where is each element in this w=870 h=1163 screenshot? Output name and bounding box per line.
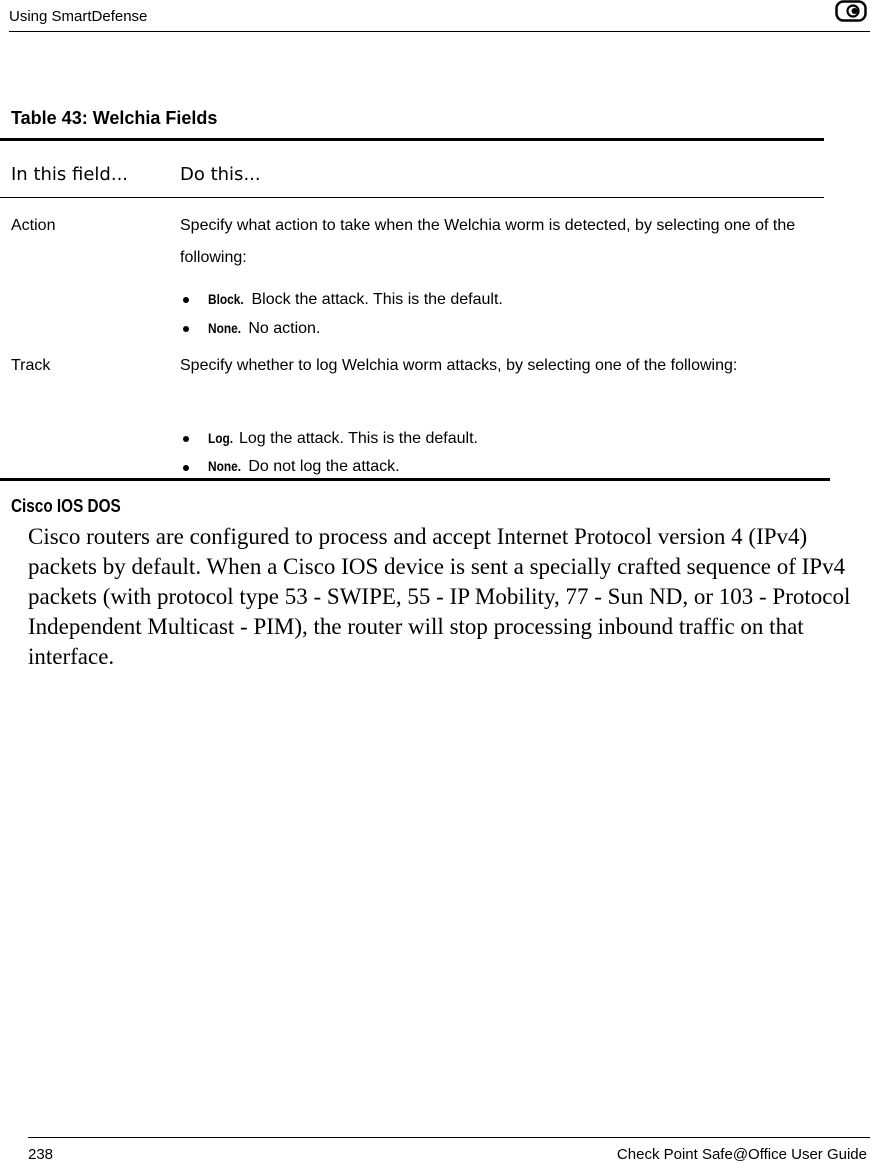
row-action-field: Action bbox=[11, 217, 56, 234]
option-term: None. bbox=[208, 458, 242, 474]
option-text: Block the attack. This is the default. bbox=[251, 291, 503, 308]
header-title: Using SmartDefense bbox=[9, 8, 148, 25]
list-item bbox=[180, 424, 478, 453]
list-item bbox=[180, 453, 478, 479]
table-top-rule bbox=[0, 138, 824, 141]
column-header-action: Do this... bbox=[180, 164, 261, 185]
option-term: None. bbox=[208, 320, 242, 336]
list-item bbox=[180, 285, 503, 314]
section-body: Cisco routers are configured to process and accept Internet Protocol version 4 (IPv4) packets by default. When a Cisco IOS device is sent a specially crafted sequence of IPv4 packets (with protocol type 53 - SWIPE, 55 - IP Mobility, 77 - Sun ND, or 103 - Protocol Independent Multicast - PIM), the router will stop processing inbound traffic on that interface. bbox=[28, 524, 851, 669]
row-action-options bbox=[180, 285, 503, 343]
row-action-description: Specify what action to take when the Welchia worm is detected, by selecting one of the following: bbox=[180, 217, 796, 266]
column-header-field: In this field... bbox=[11, 164, 129, 185]
row-track-field: Track bbox=[11, 357, 51, 374]
option-text: Do not log the attack. bbox=[248, 458, 400, 475]
option-text: No action. bbox=[248, 320, 321, 337]
guide-title: Check Point Safe@Office User Guide bbox=[616, 1146, 867, 1163]
section-heading: Cisco IOS DOS bbox=[11, 496, 121, 516]
check-point-logo-icon bbox=[835, 0, 867, 24]
page-header bbox=[9, 0, 870, 32]
option-text: Log the attack. This is the default. bbox=[239, 430, 478, 447]
footer-rule bbox=[28, 1137, 870, 1138]
option-term: Block. bbox=[208, 291, 244, 307]
table-title: Table 43: Welchia Fields bbox=[11, 108, 218, 128]
page-number: 238 bbox=[28, 1146, 54, 1163]
option-term: Log. bbox=[208, 430, 234, 446]
list-item bbox=[180, 314, 503, 343]
table-bottom-rule bbox=[0, 478, 830, 481]
table-header-rule bbox=[0, 197, 824, 198]
row-track-options bbox=[180, 424, 478, 479]
row-track-description: Specify whether to log Welchia worm attacks, by selecting one of the following: bbox=[180, 357, 738, 374]
